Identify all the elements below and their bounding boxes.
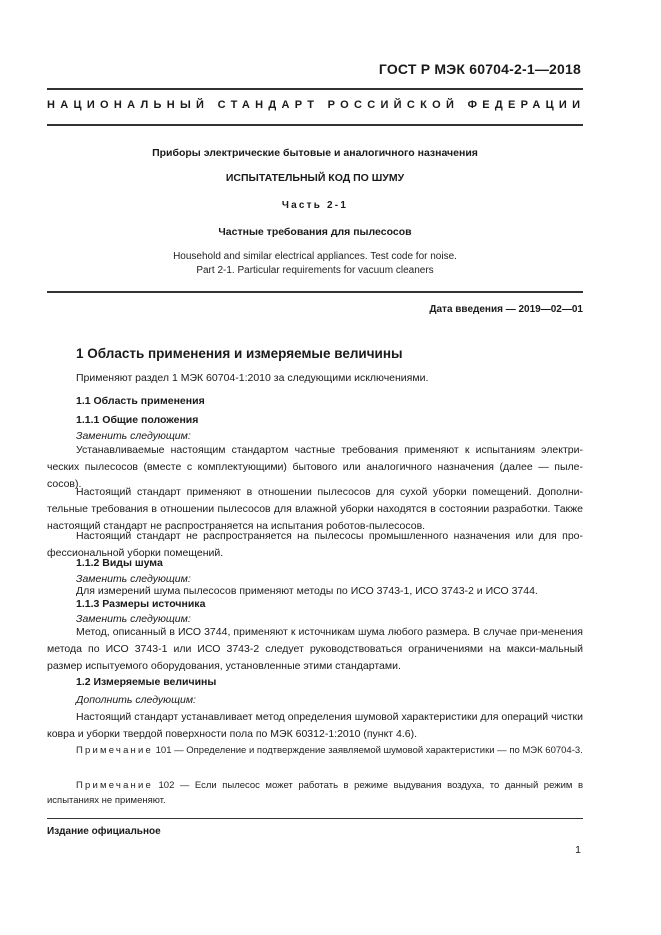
supplement-instruction: Дополнить следующим: <box>76 694 196 706</box>
note-101-text: 101 — Определение и подтверждение заявляемой шумовой характеристики — по МЭК 60704-3. <box>155 745 583 756</box>
title-rule-bottom <box>47 291 583 293</box>
replace-instruction-3: Заменить следующим: <box>76 613 191 625</box>
subsection-1-1-3-heading: 1.1.3 Размеры источника <box>76 598 206 610</box>
subsection-1-1-heading: 1.1 Область применения <box>76 395 205 407</box>
section-1-intro: Применяют раздел 1 МЭК 60704-1:2010 за следующими исключениями. <box>76 372 429 384</box>
note-102 <box>47 778 583 808</box>
replace-instruction-1: Заменить следующим: <box>76 430 191 442</box>
note-102-text: 102 — Если пылесос может работать в режиме выдувания воздуха, то данный режим в испытаниях не применяют. <box>47 780 583 806</box>
page-number: 1 <box>575 844 581 856</box>
standard-code: ГОСТ Р МЭК 60704-2-1—2018 <box>378 61 581 77</box>
paragraph-2: Настоящий стандарт применяют в отношении пылесосов для сухой уборки помещений. Дополни-тельные требования в отношении пылесосов для влажной уборки находятся в состоянии разработки. Также настоящий стандарт не распространяется на испытания роботов-пылесосов. <box>47 486 583 532</box>
paragraph-3: Настоящий стандарт не распространяется на пылесосы промышленного назначения или для про-фессиональной уборки помещений. <box>47 530 583 559</box>
note-101-label: Примечание <box>76 745 153 756</box>
title-rule-top <box>47 124 583 126</box>
national-standard-title: НАЦИОНАЛЬНЫЙ СТАНДАРТ РОССИЙСКОЙ ФЕДЕРАЦИИ <box>47 99 586 111</box>
title-line-1: Приборы электрические бытовые и аналогичного назначения <box>152 147 478 159</box>
paragraph-1: Устанавливаемые настоящим стандартом частные требования применяют к испытаниям электри-ческих пылесосов (вместе с комплектующими) бытового или аналогичного назначения (далее — пыле-сосов). <box>47 444 583 490</box>
subsection-1-1-1-heading: 1.1.1 Общие положения <box>76 414 199 426</box>
title-line-4: Частные требования для пылесосов <box>218 226 412 238</box>
title-line-2: ИСПЫТАТЕЛЬНЫЙ КОД ПО ШУМУ <box>225 172 405 184</box>
introduction-date: Дата введения — 2019—02—01 <box>429 304 583 315</box>
english-title-line-2: Part 2-1. Particular requirements for vacuum cleaners <box>196 265 434 276</box>
paragraph-5: Метод, описанный в ИСО 3744, применяют к источникам шума любого размера. В случае при-менения метода по ИСО 3743-1 или ИСО 3743-2 следует руководствоваться ограничениями на макси-мальный размер испытуемого оборудования, установленные этими стандартами. <box>47 626 583 672</box>
footer-rule <box>47 818 583 819</box>
note-102-label: Примечание <box>76 780 153 791</box>
english-title-line-1: Household and similar electrical appliances. Test code for noise. <box>173 251 457 262</box>
paragraph-4: Для измерений шума пылесосов применяют методы по ИСО 3743-1, ИСО 3743-2 и ИСО 3744. <box>76 585 538 597</box>
replace-instruction-2: Заменить следующим: <box>76 573 191 585</box>
subsection-1-1-2-heading: 1.1.2 Виды шума <box>76 557 163 569</box>
subsection-1-2-heading: 1.2 Измеряемые величины <box>76 676 217 688</box>
english-title <box>47 250 583 278</box>
header-rule <box>47 88 583 90</box>
paragraph-6: Настоящий стандарт устанавливает метод определения шумовой характеристики для операций чистки ковра и уборки твердой поверхности пола по МЭК 60312-1:2010 (пункт 4.6). <box>47 711 583 740</box>
edition-label: Издание официальное <box>47 826 161 837</box>
part-title: Часть 2-1 <box>281 200 349 211</box>
section-1-heading: 1 Область применения и измеряемые величины <box>76 346 403 361</box>
note-101 <box>47 743 583 758</box>
